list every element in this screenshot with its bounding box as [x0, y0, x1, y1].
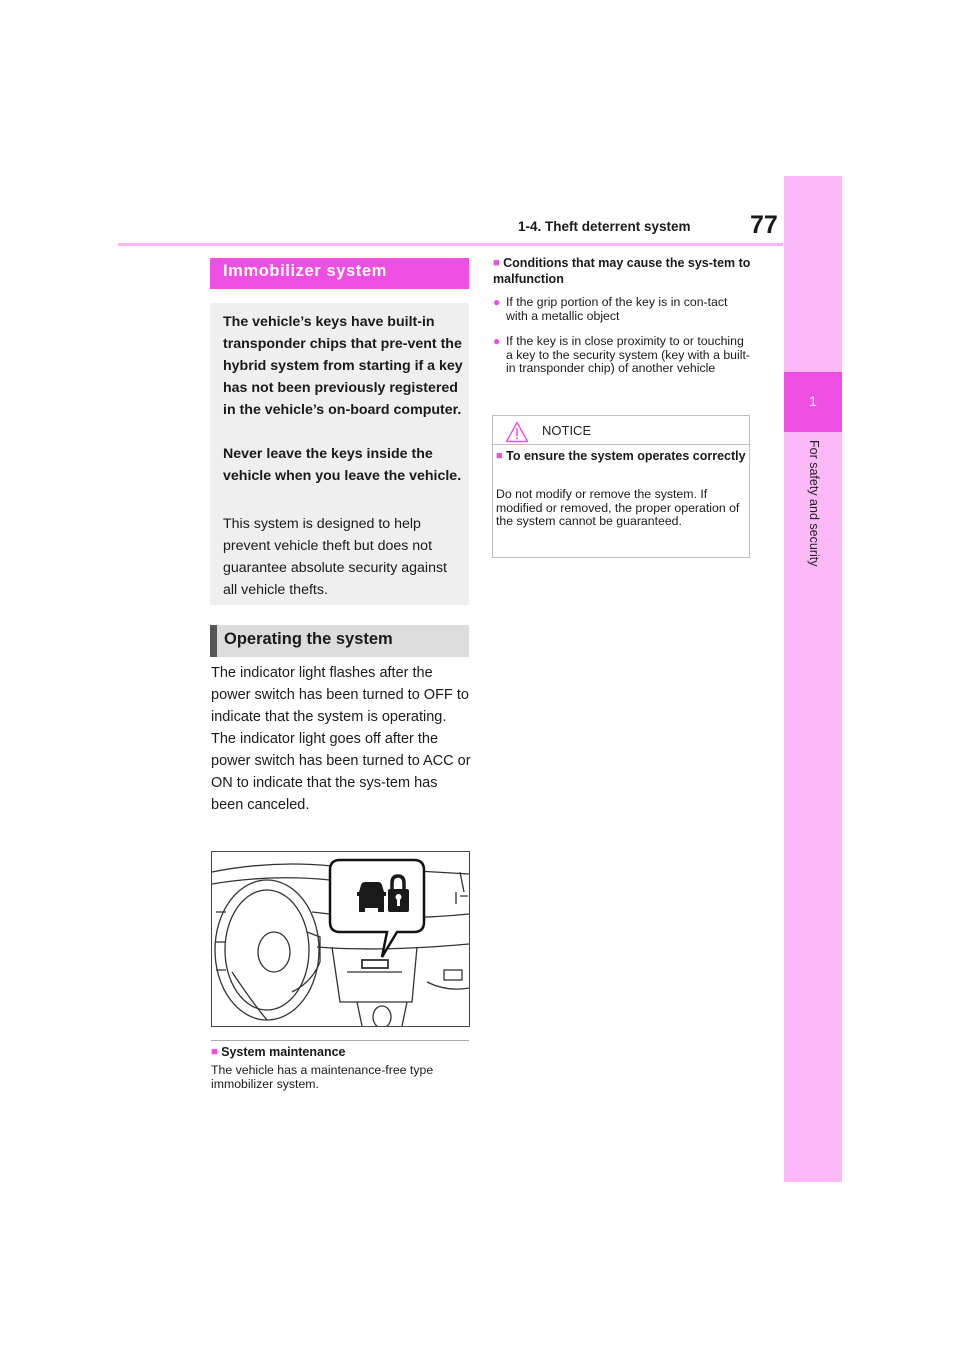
- chapter-side-tab: [784, 176, 842, 1182]
- square-bullet-icon: ■: [493, 257, 500, 269]
- header-rule: [118, 243, 783, 246]
- maintenance-body: The vehicle has a maintenance-free type immobilizer system.: [211, 1063, 434, 1091]
- notice-subheading: [496, 449, 746, 465]
- operating-heading-text: Operating the system: [224, 630, 393, 648]
- notice-title: NOTICE: [542, 423, 592, 438]
- warning-triangle-icon: [505, 421, 529, 448]
- page-number: 77: [750, 211, 778, 239]
- chapter-number: 1: [809, 393, 817, 409]
- list-item: [493, 296, 753, 326]
- notice-divider: [492, 444, 750, 445]
- maintenance-heading-text: System maintenance: [221, 1045, 346, 1059]
- conditions-heading-text: Conditions that may cause the sys-tem to malfunction: [493, 256, 751, 286]
- intro-paragraph-2: Never leave the keys inside the vehicle when you leave the vehicle.: [223, 446, 462, 484]
- immobilizer-intro-box: [210, 303, 469, 605]
- chapter-title: [804, 440, 824, 610]
- intro-paragraph-3: This system is designed to help prevent vehicle theft but does not guarantee absolute security against all vehicle thefts.: [223, 516, 447, 598]
- immobilizer-heading: [210, 258, 469, 289]
- chapter-title-text: For safety and security: [807, 440, 821, 567]
- conditions-heading: [493, 256, 753, 287]
- notice-body: Do not modify or remove the system. If modified or removed, the proper operation of the system cannot be guaranteed.: [496, 487, 740, 528]
- figure-divider: [211, 1040, 469, 1041]
- operating-paragraph-1: The indicator light flashes after the power switch has been turned to OFF to indicate that the system is operating.: [211, 665, 469, 725]
- list-item: [493, 335, 753, 395]
- square-bullet-icon: ■: [496, 450, 503, 462]
- operating-heading: [210, 625, 469, 657]
- dashboard-drawing: [212, 852, 469, 1026]
- square-bullet-icon: ■: [211, 1046, 218, 1058]
- notice-subheading-text: To ensure the system operates correctly: [506, 449, 746, 463]
- maintenance-heading: [211, 1045, 346, 1059]
- operating-body: [211, 662, 471, 816]
- intro-paragraph-1: The vehicle’s keys have built-in transponder chips that pre-vent the hybrid system from starting if a key has not been previously registered in the vehicle’s on-board computer.: [223, 314, 463, 418]
- bullet-dot-icon: ●: [493, 295, 501, 309]
- dashboard-illustration: [211, 851, 470, 1027]
- section-title: 1-4. Theft deterrent system: [518, 219, 691, 234]
- bullet-dot-icon: ●: [493, 334, 501, 348]
- list-item-text: If the key is in close proximity to or touching a key to the security system (key with a built-in transponder chip) of another vehicle: [506, 334, 750, 375]
- immobilizer-heading-text: Immobilizer system: [223, 262, 387, 280]
- heading-bar: [210, 625, 217, 657]
- list-item-text: If the grip portion of the key is in con-tact with a metallic object: [506, 295, 728, 323]
- operating-paragraph-2: The indicator light goes off after the power switch has been turned to ACC or ON to indicate that the sys-tem has been canceled.: [211, 731, 471, 813]
